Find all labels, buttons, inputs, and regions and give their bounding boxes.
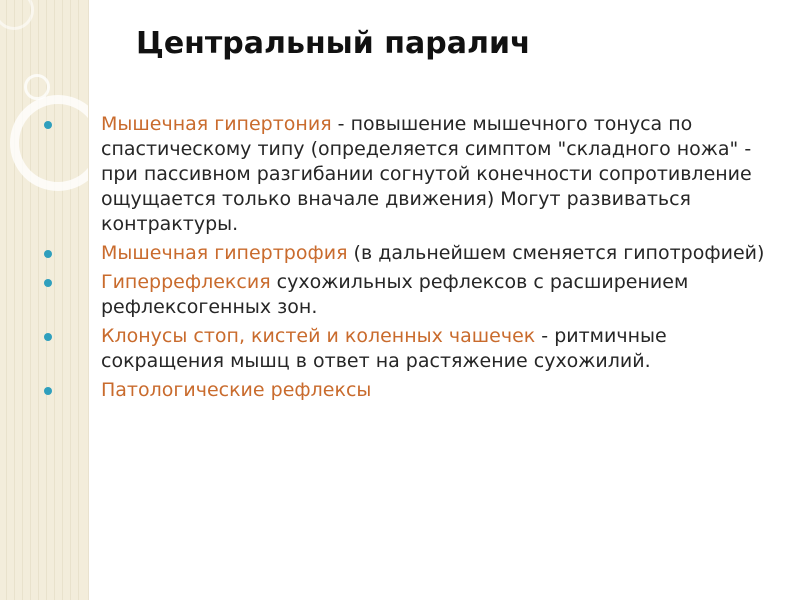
- bullet-dot-icon: [44, 121, 52, 129]
- bullet-dot-icon: [44, 279, 52, 287]
- bullet-highlight: Клонусы стоп, кистей и коленных чашечек: [101, 325, 536, 347]
- bullet-highlight: Мышечная гипертония: [101, 113, 332, 135]
- bullet-highlight: Гиперрефлексия: [101, 271, 271, 293]
- bullet-item-muscle-hypertonia: [44, 112, 784, 237]
- bullet-highlight: Мышечная гипертрофия: [101, 242, 348, 264]
- bullet-item-clonus: [44, 324, 784, 374]
- bullet-item-hyperreflexia: [44, 270, 784, 320]
- bullet-item-muscle-hypertrophy: [44, 241, 784, 266]
- bullet-dot-icon: [44, 250, 52, 258]
- bullet-text: - повышение мышечного тонуса по спастическому типу (определяется симптом "складного ножа" - при пассивном разгибании согнутой конечности сопротивление ощущается только вначале движения) Могут развиваться контрактуры.: [101, 113, 752, 235]
- bullet-highlight: Патологические рефлексы: [101, 379, 372, 401]
- bullet-dot-icon: [44, 387, 52, 395]
- bullet-text: сухожильных рефлексов с расширением рефлексогенных зон.: [101, 271, 689, 318]
- bullet-text: - ритмичные сокращения мышц в ответ на растяжение сухожилий.: [101, 325, 667, 372]
- slide-title: Центральный паралич: [136, 26, 531, 61]
- bullet-list: [44, 112, 784, 407]
- bullet-dot-icon: [44, 333, 52, 341]
- bullet-item-pathological-reflexes: [44, 378, 784, 403]
- bullet-text: (в дальнейшем сменяется гипотрофией): [347, 242, 765, 264]
- decorative-ring-top: [0, 0, 34, 30]
